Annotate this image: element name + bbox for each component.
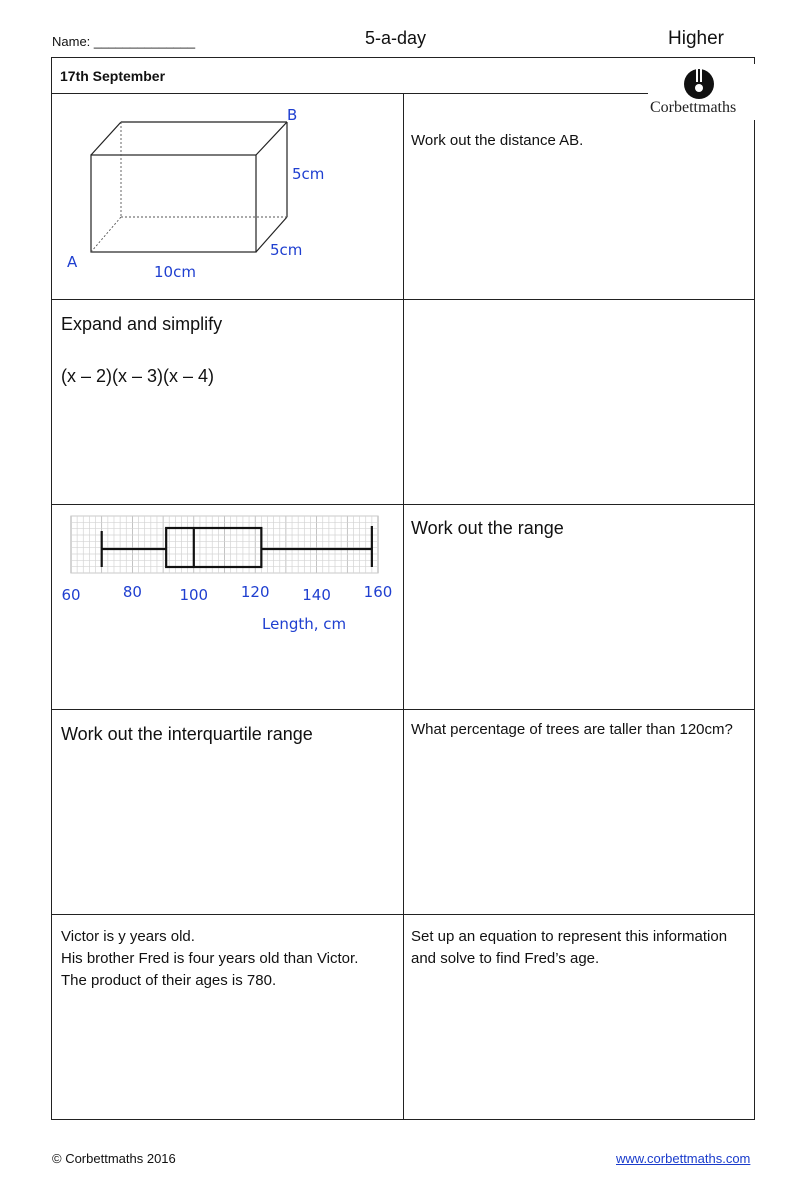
q7-prompt: Set up an equation to represent this information and solve to find Fred’s age. — [411, 928, 728, 967]
q6-text — [61, 926, 386, 992]
q6-line-2: His brother Fred is four years old than Victor. — [61, 950, 359, 967]
tick-label: 60 — [61, 586, 81, 604]
column-divider — [403, 94, 404, 1120]
q2-instruction: Expand and simplify — [61, 314, 223, 334]
level-label: Higher — [668, 28, 724, 49]
date-label: 17th September — [60, 68, 166, 84]
q5-prompt: What percentage of trees are taller than 120cm? — [411, 721, 733, 738]
worksheet-title: 5-a-day — [365, 28, 427, 48]
tick-label: 160 — [363, 583, 393, 601]
name-field-label: Name: ______________ — [52, 34, 196, 49]
q6-line-3: The product of their ages is 780. — [61, 972, 277, 989]
q1-prompt: Work out the distance AB. — [411, 132, 584, 149]
depth-label: 5cm — [270, 241, 303, 259]
length-label: 10cm — [154, 263, 196, 281]
box-plot-axis-title: Length, cm — [262, 615, 347, 633]
box-plot-grid — [71, 516, 378, 573]
height-label: 5cm — [292, 165, 325, 183]
vertex-b-label: B — [287, 106, 298, 124]
copyright: © Corbettmaths 2016 — [52, 1151, 176, 1166]
q2-expression: (x – 2)(x – 3)(x – 4) — [61, 366, 215, 386]
logo-wordmark: Corbettmaths — [650, 99, 737, 116]
vertex-a-label: A — [67, 253, 78, 271]
box-plot — [52, 505, 402, 708]
website-link[interactable]: www.corbettmaths.com — [616, 1151, 751, 1166]
q3-prompt: Work out the range — [411, 518, 564, 538]
tick-label: 120 — [240, 583, 270, 601]
tick-label: 100 — [179, 586, 209, 604]
tick-label: 80 — [122, 583, 142, 601]
q4-prompt: Work out the interquartile range — [61, 724, 313, 744]
cuboid-diagram — [52, 95, 402, 298]
box-plot-tick-labels — [61, 583, 392, 604]
tick-label: 140 — [302, 586, 331, 604]
q6-line-1: Victor is y years old. — [61, 928, 195, 945]
